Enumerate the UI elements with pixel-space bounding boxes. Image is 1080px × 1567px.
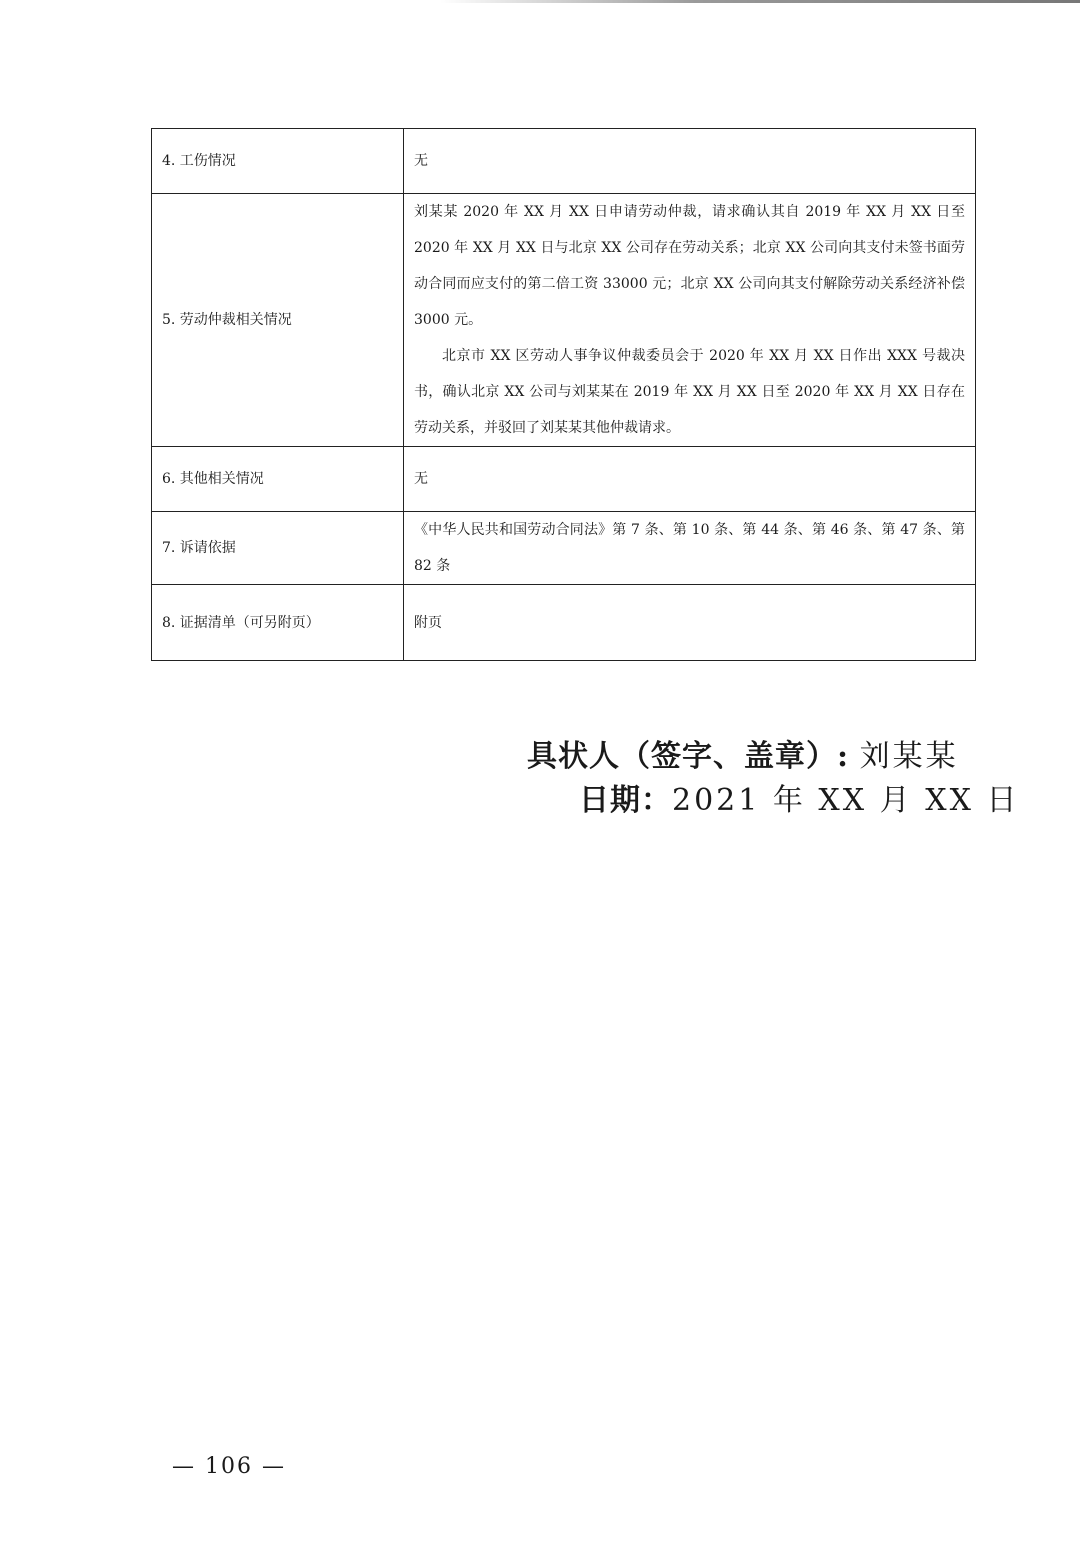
row-label: 8. 证据清单（可另附页）: [152, 585, 404, 661]
row-paragraph: 《中华人民共和国劳动合同法》第 7 条、第 10 条、第 44 条、第 46 条、第 47 条、第 82 条: [414, 522, 965, 574]
row-paragraph: 刘某某 2020 年 XX 月 XX 日申请劳动仲裁，请求确认其自 2019 年 XX 月 XX 日至 2020 年 XX 月 XX 日与北京 XX 公司存在劳动关系；北京 XX 公司向其支付未签书面劳动合同而应支付的第二倍工资 33000 元；北京 XX 公司向其支付解除劳动关系经济补偿 3000 元。: [414, 204, 965, 328]
signature-block: [527, 735, 1020, 823]
date-value: 2021 年 XX 月 XX 日: [672, 783, 1020, 818]
signer-name: 刘某某: [859, 739, 959, 774]
table-row-other: [152, 447, 976, 512]
row-label: 7. 诉请依据: [152, 512, 404, 585]
row-value: [404, 512, 976, 585]
row-paragraph: 无: [414, 471, 428, 487]
row-paragraph: 无: [414, 153, 428, 169]
top-edge-rule: [440, 0, 1080, 3]
date-label: 日期：: [579, 783, 672, 818]
table-row-evidence: [152, 585, 976, 661]
table-row-legal-basis: [152, 512, 976, 585]
table-row-work-injury: [152, 129, 976, 194]
row-paragraph: 附页: [414, 614, 442, 631]
row-value: [404, 447, 976, 512]
signer-label: 具状人（签字、盖章）:: [527, 739, 850, 774]
row-value: [404, 129, 976, 194]
row-label: 4. 工伤情况: [152, 129, 404, 194]
complaint-form-table: [151, 128, 975, 661]
page-number: — 106 —: [172, 1454, 286, 1479]
table-row-arbitration: [152, 194, 976, 447]
row-label: 5. 劳动仲裁相关情况: [152, 194, 404, 447]
date-line: [527, 779, 1020, 823]
row-label: 6. 其他相关情况: [152, 447, 404, 512]
row-paragraph: 北京市 XX 区劳动人事争议仲裁委员会于 2020 年 XX 月 XX 日作出 XXX 号裁决书，确认北京 XX 公司与刘某某在 2019 年 XX 月 XX 日至 2020 年 XX 月 XX 日存在劳动关系，并驳回了刘某某其他仲裁请求。: [414, 348, 965, 436]
row-value: [404, 194, 976, 447]
row-value: [404, 585, 976, 661]
signer-line: [527, 735, 959, 779]
